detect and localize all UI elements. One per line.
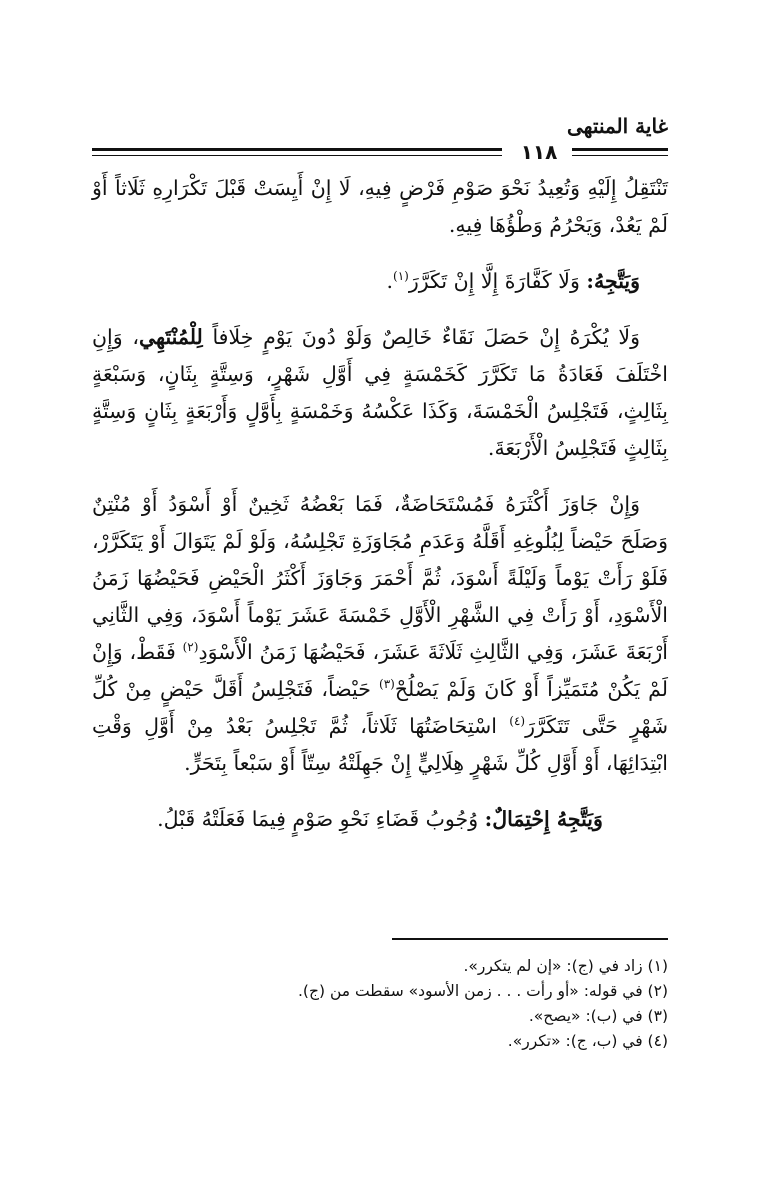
- footnote-4: (٤) في (ب، ج): «تكرر».: [507, 1032, 668, 1050]
- header-rule-left: [92, 148, 502, 156]
- header-rule-right: [572, 148, 668, 156]
- muntaha-ref: لِلْمُنْتَهِي: [138, 325, 203, 349]
- header-rule: [92, 140, 668, 164]
- paragraph-4-text-a: وَإِنْ جَاوَزَ أَكْثَرَهُ فَمُسْتَحَاضَةٌ، فَمَا بَعْضُهُ ثَخِينٌ أَوْ أَسْوَدُ أَوْ مُنْتِنٌ وَصَلَحَ حَيْضاً لِبُلُوغِهِ أَقَلَّهُ وَعَدَمِ مُجَاوَزَةِ تَجْلِسُهُ، وَلَوْ لَمْ يَتَوَالَ أَوْ يَتَكَرَّرْ، فَلَوْ رَأَتْ يَوْماً وَلَيْلَةً أَسْوَدَ، ثُمَّ أَحْمَرَ وَجَاوَزَ أَكْثَرُ الْحَيْضِ فَحَيْضُهَا زَمَنُ الْأَسْوَدِ، أَوْ رَأَتْ فِي الشَّهْرِ الْأَوَّلِ خَمْسَةَ عَشَرَ يَوْماً أَسْوَدَ، وَفِي الثَّانِي أَرْبَعَةَ عَشَرَ، وَفِي الثَّالِثِ ثَلَاثَةَ عَشَرَ، فَحَيْضُهَا زَمَنُ الْأَسْوَدِ: [92, 492, 668, 664]
- footnote-ref-4[interactable]: (٤): [509, 714, 526, 729]
- paragraph-4-text-c: حَيْضاً، فَتَجْلِسُ أَقَلَّ حَيْضٍ مِنْ كُلِّ شَهْرٍ حَتَّى تَتَكَرَّرَ: [92, 677, 668, 738]
- paragraph-3: [92, 319, 668, 467]
- paragraph-5-text: وُجُوبُ قَضَاءِ نَحْوِ صَوْمٍ فِيمَا فَعَلَتْهُ قَبْلُ.: [157, 807, 479, 831]
- yattajih-ihtimal-heading: وَيَتَّجِهُ إِحْتِمَالٌ:: [484, 807, 603, 831]
- paragraph-1-text: تَنْتَقِلُ إِلَيْهِ وَتُعِيدُ نَحْوَ صَوْمِ فَرْضٍ فِيهِ، لَا إِنْ أَيِسَتْ قَبْلَ تَكْرَارِهِ ثَلَاثاً أَوْ لَمْ يَعُدْ، وَيَحْرُمُ وَطْؤُهَا فِيهِ.: [92, 176, 668, 237]
- footnote-3: (٣) في (ب): «يصح».: [528, 1007, 668, 1025]
- paragraph-4-text-b: فَقَطْ، وَإِنْ لَمْ يَكُنْ مُتَمَيِّزاً أَوْ كَانَ وَلَمْ يَصْلُحْ: [92, 640, 668, 701]
- paragraph-3-text-a: وَلَا يُكْرَهُ إِنْ حَصَلَ نَقَاءٌ خَالِصٌ وَلَوْ دُونَ يَوْمٍ خِلَافاً: [212, 325, 640, 349]
- paragraph-1: [92, 170, 668, 244]
- main-text: [92, 170, 668, 857]
- footnote-2: (٢) في قوله: «أو رأت . . . زمن الأسود» سقطت من (ج).: [297, 982, 668, 1000]
- footnote-ref-3[interactable]: (٣): [379, 677, 395, 692]
- paragraph-2-end: .: [386, 269, 393, 293]
- yattajih-heading: وَيَتَّجِهُ:: [586, 269, 640, 293]
- paragraph-5: [92, 801, 668, 838]
- paragraph-4-text-d: اسْتِحَاضَتُهَا ثَلَاثاً، ثُمَّ تَجْلِسُ بَعْدُ مِنْ أَوَّلِ وَقْتِ ابْتِدَائِهَا، أَوْ أَوَّلِ كُلِّ شَهْرٍ هِلَالِيٍّ إِنْ جَهِلَتْهُ سِتّاً أَوْ سَبْعاً بِتَحَرٍّ.: [92, 714, 668, 775]
- paragraph-3-text-b: ، وَإِنِ اخْتَلَفَ فَعَادَةُ مَا تَكَرَّرَ كَخَمْسَةٍ فِي أَوَّلِ شَهْرٍ، وَسِتَّةٍ بِثَانٍ، وَسَبْعَةٍ بِثَالِثٍ، فَتَجْلِسُ الْخَمْسَةَ، وَكَذَا عَكْسُهُ وَخَمْسَةٍ بِأَوَّلٍ وَأَرْبَعَةٍ بِثَانٍ وَسِتَّةٍ بِثَالِثٍ فَتَجْلِسُ الْأَرْبَعَةَ.: [92, 325, 668, 460]
- footnote-ref-1[interactable]: (١): [393, 269, 409, 284]
- footnote-1: (١) زاد في (ج): «إن لم يتكرر».: [463, 957, 668, 975]
- paragraph-2: [92, 263, 668, 300]
- book-title: غاية المنتهى: [567, 114, 668, 138]
- paragraph-4: [92, 486, 668, 782]
- footnote-separator: [392, 938, 668, 940]
- page-number: ١١٨: [520, 140, 558, 164]
- footnote-ref-2[interactable]: (٢): [182, 640, 199, 655]
- paragraph-2-text: وَلَا كَفَّارَةَ إِلَّا إِنْ تَكَرَّرَ: [408, 269, 580, 293]
- footnotes: [297, 954, 668, 1054]
